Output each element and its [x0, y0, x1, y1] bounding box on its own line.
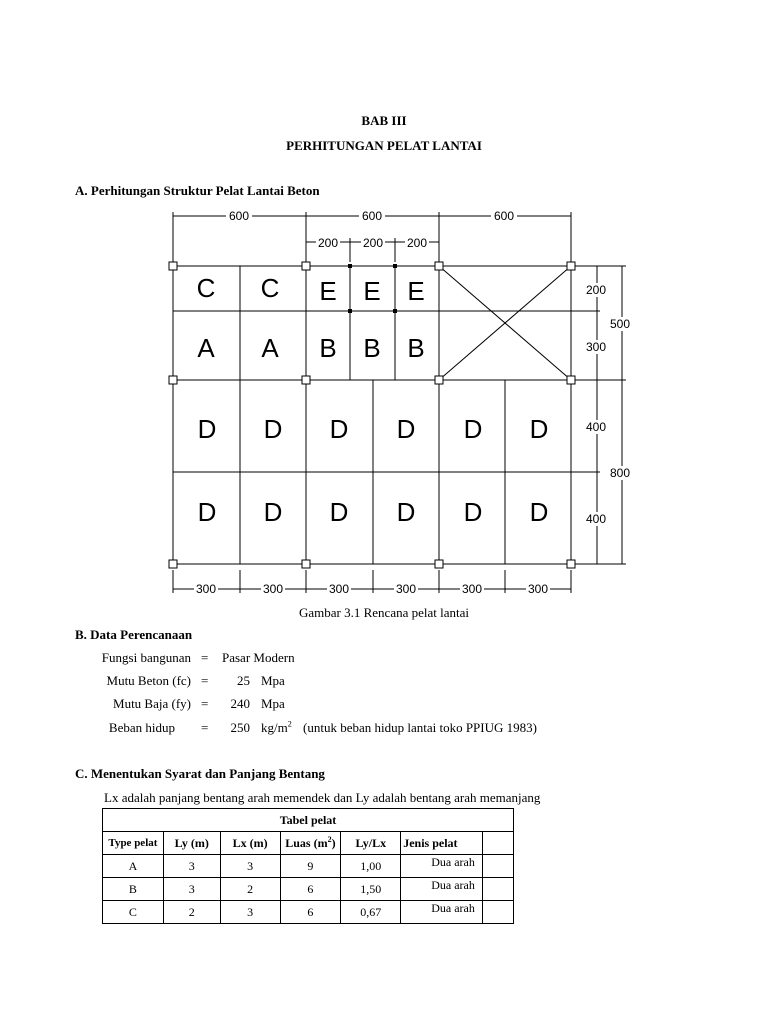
panel-label: D [529, 497, 549, 527]
data-unit-fc: Mpa [261, 673, 285, 688]
panel-label: B [407, 333, 425, 363]
table-cell: 1,50 [341, 878, 401, 901]
panel-label: D [263, 497, 283, 527]
table-row [103, 901, 514, 924]
panel-label: B [363, 333, 381, 363]
data-eq: = [201, 673, 209, 688]
section-c-intro: Lx adalah panjang bentang arah memendek dan Ly adalah bentang arah memanjang [104, 790, 541, 805]
section-a-heading: A. Perhitungan Struktur Pelat Lantai Beton [75, 183, 320, 198]
data-label-beban: Beban hidup [108, 720, 175, 735]
dim-sub-3: 200 [406, 236, 428, 250]
panel-label: E [363, 276, 381, 306]
dim-top-1: 600 [228, 209, 250, 223]
panel-label: C [196, 273, 216, 303]
dim-right-inner-1: 200 [585, 283, 607, 297]
dim-right-outer-1: 500 [609, 317, 631, 331]
data-unit-beban: $kg/m^2$ [261, 719, 292, 735]
panel-label: C [260, 273, 280, 303]
table-cell: 1,00 [341, 855, 401, 878]
data-eq: = [201, 720, 209, 735]
dim-bottom-2: 300 [262, 582, 284, 596]
table-cell: 6 [280, 878, 341, 901]
chapter-title: BAB III [361, 113, 407, 128]
panel-label: E [407, 276, 425, 306]
figure-caption: Gambar 3.1 Rencana pelat lantai [298, 605, 469, 620]
col-header: Jenis pelat [401, 832, 483, 855]
dim-sub-1: 200 [317, 236, 339, 250]
table-cell: C [103, 901, 164, 924]
table-cell: 3 [220, 855, 280, 878]
dim-sub-2: 200 [362, 236, 384, 250]
data-value-beban: 250 [230, 720, 250, 735]
col-header: Luas $(m^2)$ [280, 832, 341, 855]
panel-label: D [529, 414, 549, 444]
panel-label: D [396, 414, 416, 444]
data-label-fc: Mutu Beton (fc) [106, 673, 191, 688]
table-cell: Dua arah [401, 901, 483, 924]
dim-bottom-5: 300 [461, 582, 483, 596]
table-row [103, 878, 514, 901]
panel-label: D [197, 497, 217, 527]
table-row [103, 855, 514, 878]
panel-label: D [463, 497, 483, 527]
dim-right-outer-2: 800 [609, 466, 631, 480]
col-header: Type pelat [103, 832, 164, 855]
panel-label: D [329, 414, 349, 444]
panel-label: B [319, 333, 337, 363]
panel-label: D [197, 414, 217, 444]
table-cell: 3 [163, 878, 220, 901]
col-header [483, 832, 514, 855]
section-b-heading: B. Data Perencanaan [75, 627, 193, 642]
panel-label: A [197, 333, 215, 363]
table-cell: 0,67 [341, 901, 401, 924]
col-header: Ly (m) [163, 832, 220, 855]
section-c-heading: C. Menentukan Syarat dan Panjang Bentang [75, 766, 325, 781]
table-cell: B [103, 878, 164, 901]
data-label-fy: Mutu Baja (fy) [113, 696, 191, 711]
dim-bottom-6: 300 [527, 582, 549, 596]
table-cell [483, 901, 514, 924]
panel-label: D [329, 497, 349, 527]
data-eq: = [201, 650, 209, 665]
dim-right-inner-4: 400 [585, 512, 607, 526]
dim-right-inner-2: 300 [585, 340, 607, 354]
panel-label: D [263, 414, 283, 444]
table-cell: 3 [220, 901, 280, 924]
table-cell [483, 878, 514, 901]
data-value-fy: 240 [230, 696, 250, 711]
data-label-fungsi: Fungsi bangunan [101, 650, 191, 665]
panel-label: D [463, 414, 483, 444]
table-cell: 2 [220, 878, 280, 901]
data-note-beban: (untuk beban hidup lantai toko PPIUG 1983) [303, 720, 537, 735]
dim-right-inner-3: 400 [585, 420, 607, 434]
table-cell: 9 [280, 855, 341, 878]
data-value-fc: 25 [237, 673, 250, 688]
panel-label: D [396, 497, 416, 527]
table-cell: Dua arah [401, 878, 483, 901]
table-cell: Dua arah [401, 855, 483, 878]
table-cell: 6 [280, 901, 341, 924]
table-cell: A [103, 855, 164, 878]
panel-label: E [319, 276, 337, 306]
table-title: Tabel pelat [103, 809, 514, 832]
data-value-fungsi: Pasar Modern [222, 650, 295, 665]
table-cell: 3 [163, 855, 220, 878]
page-title: PERHITUNGAN PELAT LANTAI [286, 138, 482, 153]
dim-bottom-1: 300 [195, 582, 217, 596]
panel-label: A [261, 333, 279, 363]
data-eq: = [201, 696, 209, 711]
col-header: Lx (m) [220, 832, 280, 855]
dim-bottom-4: 300 [395, 582, 417, 596]
dim-top-2: 600 [361, 209, 383, 223]
table-cell [483, 855, 514, 878]
plate-table [102, 808, 514, 924]
table-cell: 2 [163, 901, 220, 924]
dim-bottom-3: 300 [328, 582, 350, 596]
col-header: Ly/Lx [341, 832, 401, 855]
table-header-row [103, 832, 514, 855]
dim-top-3: 600 [493, 209, 515, 223]
data-unit-fy: Mpa [261, 696, 285, 711]
